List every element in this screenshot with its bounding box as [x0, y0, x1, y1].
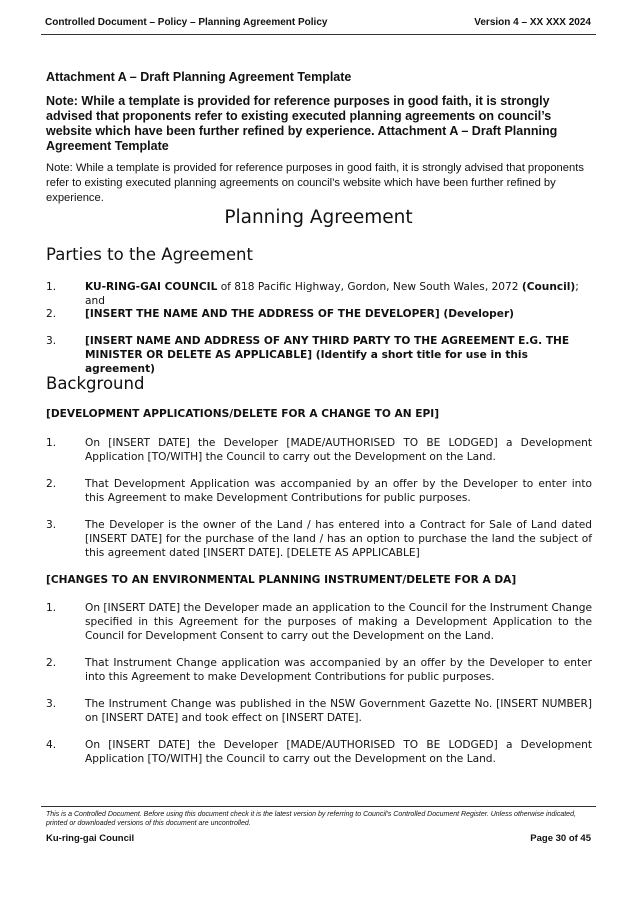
party-item: [46, 280, 592, 308]
party-council-suffix: ; and: [85, 281, 579, 307]
header-document-label: Controlled Document – Policy – Planning Agreement Policy: [45, 17, 328, 28]
background-item-number: 2.: [46, 478, 57, 490]
background-item-number: 2.: [46, 657, 57, 669]
background-item-text: The Developer is the owner of the Land / has entered into a Contract for Sale of Land dated [INSERT DATE] for the purchase of the land / has an option to purchase the land the subject of this agreement dated [INSERT DATE]. [DELETE AS APPLICABLE]: [85, 519, 592, 559]
header-divider: [41, 34, 596, 35]
attachment-title: Attachment A – Draft Planning Agreement Template: [46, 70, 352, 84]
party-council-address: of 818 Pacific Highway, Gordon, New South Wales, 2072: [217, 281, 522, 293]
party-item-number: 2.: [46, 308, 57, 320]
document-title: Planning Agreement: [224, 207, 413, 228]
parties-heading: Parties to the Agreement: [46, 245, 253, 264]
party-third-party: [INSERT NAME AND ADDRESS OF ANY THIRD PARTY TO THE AGREEMENT E.G. THE MINISTER OR DELETE AS APPLICABLE] (Identify a short title for use in this agreement): [85, 335, 570, 375]
background-item-number: 1.: [46, 437, 57, 449]
background-item-number: 3.: [46, 698, 57, 710]
page-header: [45, 17, 591, 28]
background-item-text: On [INSERT DATE] the Developer [MADE/AUTHORISED TO BE LODGED] a Development Application [TO/WITH] the Council to carry out the Development on the Land.: [85, 739, 592, 765]
background-item: [46, 738, 592, 766]
background-heading: Background: [46, 374, 145, 393]
party-council-short-title: (Council): [521, 281, 576, 293]
background-item: [46, 518, 592, 560]
background-item: [46, 697, 592, 725]
note-plain: Note: While a template is provided for reference purposes in good faith, it is strongly advised that proponents refer to existing executed planning agreements on council’s website which have been further refined by experience.: [46, 162, 584, 204]
party-item-number: 1.: [46, 281, 57, 293]
background-item-text: On [INSERT DATE] the Developer made an application to the Council for the Instrument Change specified in this Agreement for the purposes of making a Development Application to the Council for Development Consent to carry out the Development on the Land.: [85, 602, 592, 642]
background-item-text: The Instrument Change was published in the NSW Government Gazette No. [INSERT NUMBER] on [INSERT DATE] and took effect on [INSERT DATE].: [85, 698, 592, 724]
header-version: Version 4 – XX XXX 2024: [474, 17, 591, 28]
footer-organisation: Ku-ring-gai Council: [46, 833, 135, 844]
page-footer: [46, 833, 591, 844]
party-developer: [INSERT THE NAME AND THE ADDRESS OF THE DEVELOPER] (Developer): [85, 308, 515, 320]
background-item-text: That Instrument Change application was accompanied by an offer by the Developer to enter into this Agreement to make Development Contributions for public purposes.: [85, 657, 592, 683]
background-item-text: That Development Application was accompanied by an offer by the Developer to enter into this Agreement to make Development Contributions for public purposes.: [85, 478, 592, 504]
background-item: [46, 601, 592, 643]
background-item: [46, 656, 592, 684]
party-item: [46, 334, 592, 376]
footer-divider: [41, 806, 596, 807]
background-item-text: On [INSERT DATE] the Developer [MADE/AUTHORISED TO BE LODGED] a Development Application [TO/WITH] the Council to carry out the Development on the Land.: [85, 437, 592, 463]
party-item-number: 3.: [46, 335, 57, 347]
footer-controlled-note: This is a Controlled Document. Before using this document check it is the latest version by referring to Council’s Controlled Document Register. Unless otherwise indicated, printed or downloaded versions of this document are uncontrolled.: [46, 811, 576, 827]
background-item-number: 3.: [46, 519, 57, 531]
background-item-number: 4.: [46, 739, 57, 751]
background-subheading-epi: [CHANGES TO AN ENVIRONMENTAL PLANNING INSTRUMENT/DELETE FOR A DA]: [46, 574, 517, 586]
party-item: [46, 307, 592, 321]
party-council-name: KU-RING-GAI COUNCIL: [85, 281, 218, 293]
background-subheading-da: [DEVELOPMENT APPLICATIONS/DELETE FOR A CHANGE TO AN EPI]: [46, 408, 440, 420]
page-number: Page 30 of 45: [530, 833, 591, 844]
background-item: [46, 477, 592, 505]
background-item-number: 1.: [46, 602, 57, 614]
note-bold: Note: While a template is provided for reference purposes in good faith, it is strongly advised that proponents refer to existing executed planning agreements on council’s website which have been further refined by experience. Attachment A – Draft Planning Agreement Template: [46, 94, 558, 153]
background-item: [46, 436, 592, 464]
